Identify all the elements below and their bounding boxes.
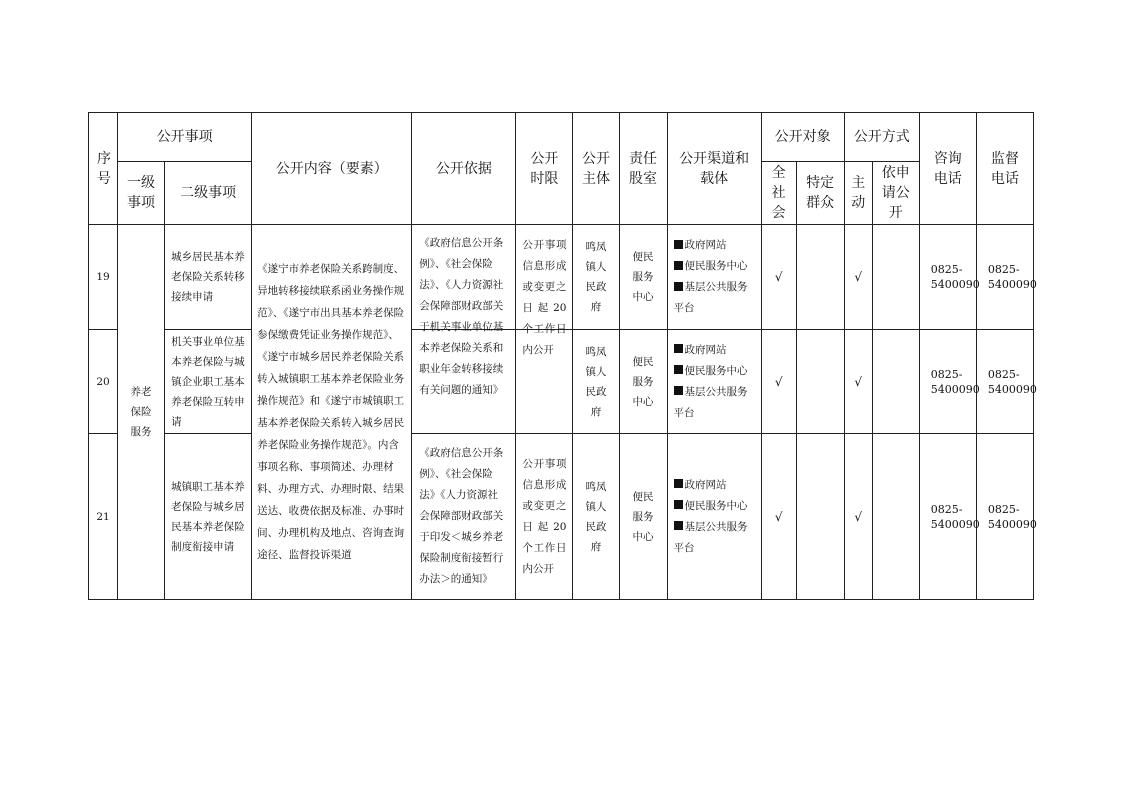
level1-item: 养老保险服务 bbox=[118, 225, 165, 600]
row-seq: 21 bbox=[89, 434, 118, 600]
header-subject: 公开主体 bbox=[573, 113, 619, 225]
disclosure-time: 公开事项信息形成或变更之日起20个工作日内公开 bbox=[516, 434, 573, 600]
header-level1: 一级事项 bbox=[118, 162, 165, 225]
header-mode-request: 依申请公开 bbox=[872, 162, 919, 225]
disclosure-time: 公开事项信息形成或变更之日起20个工作日内公开 bbox=[516, 225, 573, 330]
disclosure-basis: 《政府信息公开条例》、《社会保险法》《人力资源社会保障部财政部关于印发＜城乡养老保险制度衔接暂行办法＞的通知》 bbox=[412, 434, 516, 600]
channel-list bbox=[667, 330, 761, 434]
supervise-phone: 0825-5400090 bbox=[976, 434, 1033, 600]
disclosure-table bbox=[88, 112, 1037, 600]
header-consult: 咨询电话 bbox=[919, 113, 976, 225]
supervise-phone: 0825-5400090 bbox=[976, 330, 1033, 434]
header-time: 公开时限 bbox=[516, 113, 573, 225]
mode-active-check: √ bbox=[844, 330, 872, 434]
consult-phone: 0825-5400090 bbox=[919, 330, 976, 434]
responsible-dept: 便民服务中心 bbox=[619, 434, 667, 600]
consult-phone: 0825-5400090 bbox=[919, 434, 976, 600]
square-bullet-icon bbox=[674, 365, 683, 374]
responsible-dept: 便民服务中心 bbox=[619, 225, 667, 330]
disclosure-subject: 鸣凤镇人民政府 bbox=[573, 330, 619, 434]
responsible-dept: 便民服务中心 bbox=[619, 330, 667, 434]
level2-item: 机关事业单位基本养老保险与城镇企业职工基本养老保险互转申请 bbox=[165, 330, 252, 434]
disclosure-basis: 《政府信息公开条例》、《社会保险法》、《人力资源社会保障部财政部关于机关事业单位基本养老保险关系和职业年金转移接续有关问题的通知》 bbox=[412, 225, 516, 330]
channel-item: 便民服务中心 bbox=[674, 361, 755, 382]
channel-item: 政府网站 bbox=[674, 340, 755, 361]
mode-request-check bbox=[872, 434, 919, 600]
channel-item: 便民服务中心 bbox=[674, 496, 755, 517]
channel-item: 政府网站 bbox=[674, 475, 755, 496]
square-bullet-icon bbox=[674, 521, 683, 530]
consult-phone: 0825-5400090 bbox=[919, 225, 976, 330]
header-dept: 责任股室 bbox=[619, 113, 667, 225]
target-specific-check bbox=[796, 225, 844, 330]
channel-list bbox=[667, 434, 761, 600]
header-supervise: 监督电话 bbox=[976, 113, 1033, 225]
square-bullet-icon bbox=[674, 344, 683, 353]
header-mode-active: 主动 bbox=[844, 162, 872, 225]
target-all-check: √ bbox=[761, 225, 796, 330]
target-all-check: √ bbox=[761, 330, 796, 434]
square-bullet-icon bbox=[674, 386, 683, 395]
square-bullet-icon bbox=[674, 282, 683, 291]
level2-item: 城乡居民基本养老保险关系转移接续申请 bbox=[165, 225, 252, 330]
square-bullet-icon bbox=[674, 261, 683, 270]
table-row bbox=[89, 434, 1034, 600]
table-row bbox=[89, 330, 1034, 434]
header-basis: 公开依据 bbox=[412, 113, 516, 225]
channel-list bbox=[667, 225, 761, 330]
square-bullet-icon bbox=[674, 479, 683, 488]
channel-item: 政府网站 bbox=[674, 235, 755, 256]
header-seq: 序号 bbox=[89, 113, 118, 225]
disclosure-subject: 鸣凤镇人民政府 bbox=[573, 225, 619, 330]
disclosure-subject: 鸣凤镇人民政府 bbox=[573, 434, 619, 600]
header-content: 公开内容（要素） bbox=[252, 113, 412, 225]
channel-item: 便民服务中心 bbox=[674, 256, 755, 277]
target-specific-check bbox=[796, 434, 844, 600]
level2-item: 城镇职工基本养老保险与城乡居民基本养老保险制度衔接申请 bbox=[165, 434, 252, 600]
supervise-phone: 0825-5400090 bbox=[976, 225, 1033, 330]
header-channel: 公开渠道和载体 bbox=[667, 113, 761, 225]
header-target-specific: 特定群众 bbox=[796, 162, 844, 225]
row-seq: 19 bbox=[89, 225, 118, 330]
channel-item: 基层公共服务平台 bbox=[673, 385, 748, 419]
square-bullet-icon bbox=[674, 500, 683, 509]
mode-request-check bbox=[872, 225, 919, 330]
target-all-check: √ bbox=[761, 434, 796, 600]
square-bullet-icon bbox=[674, 240, 683, 249]
channel-item: 基层公共服务平台 bbox=[673, 281, 748, 314]
header-mode: 公开方式 bbox=[844, 113, 919, 162]
disclosure-content: 《遂宁市养老保险关系跨制度、异地转移接续联系函业务操作规范》、《遂宁市出具基本养老保险参保缴费凭证业务操作规范》、《遂宁市城乡居民养老保险关系转入城镇职工基本养老保险业务操作规范》和《遂宁市城镇职工基本养老保险关系转入城乡居民养老保险业务操作规范》。内含事项名称、事项简述、办理材料、办理方式、办理时限、结果送达、收费依据及标准、办事时间、办理机构及地点、咨询查询途径、监督投诉渠道 bbox=[252, 225, 412, 600]
mode-active-check: √ bbox=[844, 434, 872, 600]
header-target-all: 全社会 bbox=[761, 162, 796, 225]
table-row bbox=[89, 225, 1034, 330]
header-items: 公开事项 bbox=[118, 113, 252, 162]
header-target: 公开对象 bbox=[761, 113, 844, 162]
row-seq: 20 bbox=[89, 330, 118, 434]
mode-active-check: √ bbox=[844, 225, 872, 330]
channel-item: 基层公共服务平台 bbox=[673, 520, 748, 554]
target-specific-check bbox=[796, 330, 844, 434]
mode-request-check bbox=[872, 330, 919, 434]
header-level2: 二级事项 bbox=[165, 162, 252, 225]
